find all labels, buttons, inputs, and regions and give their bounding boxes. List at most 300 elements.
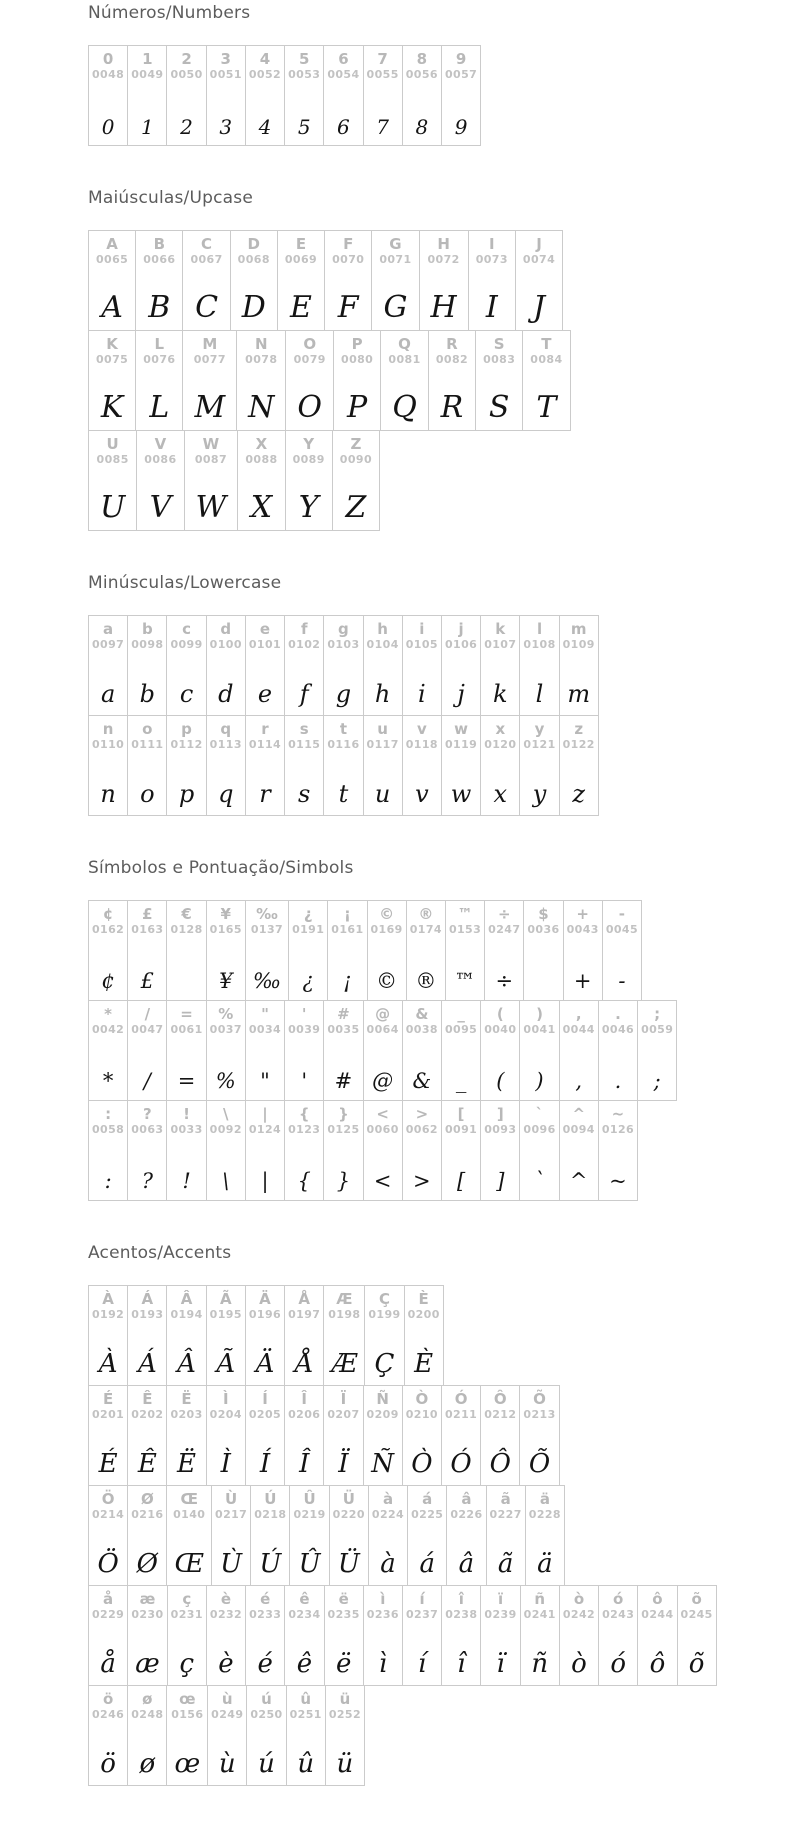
- cell-character-label: Ñ: [376, 1390, 389, 1408]
- cell-glyph: `: [534, 1169, 545, 1194]
- glyph-cell-0196: [246, 1286, 285, 1385]
- glyph-cell-0047: [128, 1001, 167, 1100]
- cell-character-label: K: [106, 335, 118, 353]
- cell-glyph: Ê: [137, 1448, 157, 1479]
- cell-glyph: ù: [218, 1748, 236, 1779]
- cell-glyph: ì: [378, 1648, 388, 1679]
- glyph-cell-0106: [442, 616, 481, 715]
- cell-character-label: %: [218, 1005, 234, 1023]
- glyph-cell-0247: [485, 901, 524, 1000]
- cell-glyph: b: [139, 680, 156, 709]
- cell-character-label: w: [454, 720, 468, 738]
- glyph-cell-0201: [89, 1386, 128, 1485]
- cell-character-label: ä: [539, 1490, 550, 1508]
- section-upcase: [88, 188, 790, 531]
- cell-glyph: Œ: [174, 1548, 205, 1579]
- cell-character-label: j: [458, 620, 464, 638]
- cell-glyph: T: [536, 390, 557, 425]
- cell-glyph: p: [178, 780, 195, 809]
- cell-glyph: C: [195, 290, 219, 325]
- glyph-cell-0193: [128, 1286, 167, 1385]
- cell-code-label: 0076: [143, 352, 176, 366]
- cell-code-label: 0093: [484, 1122, 517, 1136]
- cell-glyph: Ï: [338, 1448, 349, 1479]
- cell-code-label: 0207: [327, 1407, 360, 1421]
- cell-code-label: 0246: [92, 1707, 125, 1721]
- cell-code-label: 0112: [170, 737, 203, 751]
- cell-code-label: 0249: [211, 1707, 244, 1721]
- glyph-cell-0096: [520, 1101, 559, 1200]
- glyph-cell-0174: [407, 901, 446, 1000]
- glyph-cell-0094: [560, 1101, 599, 1200]
- cell-character-label: ù: [221, 1690, 233, 1708]
- cell-code-label: 0056: [405, 67, 438, 81]
- cell-character-label: a: [103, 620, 114, 638]
- glyph-cell-0062: [403, 1101, 442, 1200]
- cell-glyph: Ô: [489, 1448, 511, 1479]
- cell-glyph: k: [493, 680, 508, 709]
- glyph-cell-0056: [403, 46, 442, 145]
- cell-character-label: @: [375, 1005, 391, 1023]
- cell-glyph: a: [100, 680, 116, 709]
- cell-glyph: .: [614, 1069, 622, 1094]
- glyph-row: [88, 1385, 560, 1486]
- glyph-cell-0206: [285, 1386, 324, 1485]
- section-title-symbols: Símbolos e Pontuação/Simbols: [88, 858, 354, 878]
- cell-character-label: ;: [654, 1005, 661, 1023]
- cell-code-label: 0061: [170, 1022, 203, 1036]
- glyph-cell-0248: [128, 1686, 167, 1785]
- glyph-cell-0198: [324, 1286, 365, 1385]
- cell-code-label: 0124: [248, 1122, 282, 1136]
- cell-code-label: 0113: [209, 737, 242, 751]
- cell-code-label: 0046: [601, 1022, 635, 1036]
- cell-character-label: [: [457, 1105, 465, 1123]
- cell-glyph: û: [297, 1748, 315, 1779]
- glyph-row: [88, 230, 563, 331]
- glyph-row: [88, 1585, 717, 1686]
- cell-glyph: Ú: [259, 1548, 282, 1579]
- cell-glyph: i: [418, 680, 426, 709]
- cell-character-label: }: [338, 1105, 349, 1123]
- cell-code-label: 0087: [194, 452, 228, 466]
- glyph-cell-0088: [238, 431, 285, 530]
- cell-character-label: k: [495, 620, 506, 638]
- cell-glyph: _: [455, 1069, 467, 1094]
- cell-character-label: :: [105, 1105, 112, 1123]
- cell-code-label: 0038: [405, 1022, 438, 1036]
- cell-glyph: W: [195, 490, 227, 525]
- cell-code-label: 0094: [562, 1122, 595, 1136]
- glyph-cell-0049: [128, 46, 167, 145]
- cell-glyph: <: [373, 1169, 392, 1194]
- cell-code-label: 0111: [131, 737, 164, 751]
- cell-character-label: Õ: [533, 1390, 546, 1408]
- glyph-cell-0227: [487, 1486, 526, 1585]
- cell-character-label: ô: [652, 1590, 663, 1608]
- cell-code-label: 0196: [248, 1307, 282, 1321]
- cell-glyph: u: [374, 780, 391, 809]
- cell-character-label: #: [337, 1005, 350, 1023]
- cell-character-label: ö: [102, 1690, 114, 1708]
- cell-code-label: 0119: [444, 737, 478, 751]
- glyph-cell-0120: [481, 716, 520, 815]
- cell-glyph: E: [290, 290, 312, 325]
- glyph-cell-0059: [638, 1001, 676, 1100]
- cell-glyph: í: [417, 1648, 427, 1679]
- cell-glyph: N: [248, 390, 275, 425]
- cell-code-label: 0105: [405, 637, 438, 651]
- glyph-cell-0252: [326, 1686, 364, 1785]
- cell-glyph: X: [250, 490, 273, 525]
- cell-glyph: ?: [141, 1169, 153, 1194]
- cell-code-label: 0064: [366, 1022, 399, 1036]
- cell-code-label: 0203: [170, 1407, 203, 1421]
- cell-glyph: &: [412, 1069, 432, 1094]
- cell-glyph: r: [259, 780, 271, 809]
- cell-code-label: 0115: [288, 737, 321, 751]
- glyph-row: [88, 1685, 365, 1786]
- cell-character-label: Á: [141, 1290, 154, 1308]
- cell-glyph: å: [100, 1648, 116, 1679]
- cell-character-label: Ï: [340, 1390, 347, 1408]
- cell-glyph: d: [218, 680, 234, 709]
- cell-code-label: 0194: [170, 1307, 203, 1321]
- cell-code-label: 0126: [601, 1122, 635, 1136]
- cell-code-label: 0122: [562, 737, 595, 751]
- cell-character-label: Ë: [181, 1390, 192, 1408]
- cell-code-label: 0103: [327, 637, 360, 651]
- cell-character-label: Ü: [342, 1490, 355, 1508]
- cell-glyph: á: [419, 1548, 435, 1579]
- cell-character-label: c: [182, 620, 191, 638]
- glyph-cell-0128: [167, 901, 206, 1000]
- section-symbols: [88, 858, 790, 1201]
- cell-glyph: ©: [376, 969, 398, 994]
- cell-glyph: A: [101, 290, 123, 325]
- cell-glyph: c: [179, 680, 194, 709]
- cell-character-label: £: [142, 905, 153, 923]
- glyph-cell-0219: [290, 1486, 329, 1585]
- cell-glyph: 3: [219, 115, 233, 139]
- glyph-cell-0070: [325, 231, 372, 330]
- section-lowercase: [88, 573, 790, 816]
- cell-code-label: 0041: [523, 1022, 556, 1036]
- cell-character-label: ©: [379, 905, 395, 923]
- glyph-cell-0082: [429, 331, 476, 430]
- cell-code-label: 0050: [170, 67, 203, 81]
- glyph-cell-0241: [521, 1586, 560, 1685]
- glyph-cell-0226: [447, 1486, 486, 1585]
- glyph-cell-0048: [89, 46, 128, 145]
- cell-character-label: p: [181, 720, 192, 738]
- cell-glyph: ^: [569, 1169, 588, 1194]
- cell-character-label: ú: [261, 1690, 272, 1708]
- cell-glyph: ]: [496, 1169, 505, 1194]
- glyph-cell-0093: [481, 1101, 520, 1200]
- cell-glyph: -: [618, 969, 626, 994]
- cell-code-label: 0080: [341, 352, 374, 366]
- cell-code-label: 0235: [327, 1607, 360, 1621]
- section-title-upcase: Maiúsculas/Upcase: [88, 188, 253, 208]
- cell-code-label: 0100: [209, 637, 242, 651]
- glyph-cell-0125: [324, 1101, 363, 1200]
- section-title-lowercase: Minúsculas/Lowercase: [88, 573, 282, 593]
- cell-glyph: 8: [415, 115, 429, 139]
- cell-glyph: ¥: [219, 969, 233, 994]
- cell-character-label: R: [446, 335, 458, 353]
- cell-character-label: é: [260, 1590, 271, 1608]
- cell-code-label: 0228: [528, 1507, 561, 1521]
- section-accents: [88, 1243, 790, 1786]
- cell-character-label: ã: [500, 1490, 511, 1508]
- cell-character-label: í: [419, 1590, 425, 1608]
- cell-character-label: N: [255, 335, 268, 353]
- cell-code-label: 0075: [96, 352, 129, 366]
- cell-code-label: 0033: [170, 1122, 203, 1136]
- cell-character-label: æ: [139, 1590, 156, 1608]
- cell-character-label: ñ: [534, 1590, 546, 1608]
- cell-character-label: ü: [339, 1690, 351, 1708]
- cell-character-label: e: [259, 620, 271, 638]
- cell-glyph: n: [100, 780, 116, 809]
- glyph-cell-0104: [364, 616, 403, 715]
- cell-character-label: 1: [142, 50, 153, 68]
- glyph-cell-0108: [520, 616, 559, 715]
- cell-code-label: 0048: [92, 67, 125, 81]
- cell-glyph: î: [457, 1648, 466, 1679]
- cell-glyph: Æ: [331, 1348, 358, 1379]
- cell-character-label: /: [144, 1005, 151, 1023]
- cell-code-label: 0156: [171, 1707, 204, 1721]
- cell-character-label: Å: [298, 1290, 310, 1308]
- cell-code-label: 0099: [170, 637, 203, 651]
- cell-character-label: À: [102, 1290, 114, 1308]
- cell-character-label: õ: [691, 1590, 702, 1608]
- glyph-cell-0217: [212, 1486, 251, 1585]
- cell-glyph: K: [100, 390, 124, 425]
- cell-glyph: ‰: [252, 969, 282, 994]
- glyph-cell-0095: [442, 1001, 481, 1100]
- cell-glyph: =: [177, 1069, 196, 1094]
- cell-character-label: Ì: [222, 1390, 229, 1408]
- cell-code-label: 0225: [411, 1507, 444, 1521]
- cell-code-label: 0140: [173, 1507, 206, 1521]
- cell-glyph: F: [337, 290, 359, 325]
- cell-glyph: ü: [336, 1748, 354, 1779]
- glyph-cell-0102: [285, 616, 324, 715]
- cell-character-label: $: [538, 905, 549, 923]
- cell-character-label: Z: [350, 435, 362, 453]
- cell-glyph: Ò: [411, 1448, 433, 1479]
- glyph-cell-0083: [476, 331, 523, 430]
- cell-code-label: 0209: [366, 1407, 399, 1421]
- cell-glyph: /: [143, 1069, 151, 1094]
- glyph-cell-0117: [364, 716, 403, 815]
- cell-code-label: 0079: [293, 352, 326, 366]
- cell-glyph: Ì: [220, 1448, 231, 1479]
- cell-character-label: ¢: [102, 905, 114, 923]
- cell-glyph: 5: [297, 115, 311, 139]
- cell-character-label: ï: [497, 1590, 504, 1608]
- cell-glyph: z: [572, 780, 586, 809]
- glyph-cell-0218: [251, 1486, 290, 1585]
- cell-glyph: 1: [140, 115, 154, 139]
- cell-code-label: 0244: [641, 1607, 674, 1621]
- cell-code-label: 0036: [527, 922, 560, 936]
- glyph-cell-0213: [520, 1386, 558, 1485]
- cell-character-label: >: [415, 1105, 429, 1123]
- glyph-cell-0249: [208, 1686, 247, 1785]
- cell-code-label: 0086: [144, 452, 177, 466]
- cell-glyph: ê: [296, 1648, 313, 1679]
- cell-character-label: V: [154, 435, 167, 453]
- cell-glyph: x: [493, 780, 508, 809]
- cell-character-label: Ö: [101, 1490, 115, 1508]
- glyph-cell-0161: [328, 901, 367, 1000]
- cell-character-label: œ: [179, 1690, 196, 1708]
- cell-character-label: Y: [303, 435, 315, 453]
- cell-glyph: ÷: [495, 969, 514, 994]
- cell-character-label: r: [261, 720, 269, 738]
- glyph-cell-0119: [442, 716, 481, 815]
- cell-code-label: 0055: [366, 67, 399, 81]
- cell-code-label: 0219: [293, 1507, 326, 1521]
- cell-glyph: V: [149, 490, 172, 525]
- cell-character-label: ó: [613, 1590, 624, 1608]
- glyph-cell-0055: [364, 46, 403, 145]
- cell-code-label: 0039: [288, 1022, 321, 1036]
- cell-glyph: \: [222, 1169, 230, 1194]
- cell-code-label: 0250: [250, 1707, 283, 1721]
- cell-character-label: C: [201, 235, 213, 253]
- cell-code-label: 0232: [209, 1607, 243, 1621]
- cell-character-label: H: [437, 235, 450, 253]
- cell-code-label: 0088: [245, 452, 278, 466]
- cell-character-label: I: [489, 235, 495, 253]
- cell-code-label: 0104: [366, 637, 399, 651]
- glyph-cell-0250: [247, 1686, 286, 1785]
- cell-code-label: 0084: [530, 352, 563, 366]
- glyph-cell-0194: [167, 1286, 206, 1385]
- section-title-numbers: Números/Numbers: [88, 3, 251, 23]
- cell-glyph: ë: [335, 1648, 352, 1679]
- cell-glyph: t: [338, 780, 349, 809]
- cell-character-label: B: [153, 235, 166, 253]
- cell-character-label: S: [493, 335, 505, 353]
- cell-glyph: ñ: [531, 1648, 549, 1679]
- glyph-cell-0045: [603, 901, 641, 1000]
- glyph-cell-0054: [324, 46, 363, 145]
- cell-character-label: A: [106, 235, 118, 253]
- cell-code-label: 0107: [484, 637, 517, 651]
- glyph-cell-0087: [185, 431, 239, 530]
- glyph-cell-0211: [442, 1386, 481, 1485]
- cell-character-label: ~: [611, 1105, 625, 1123]
- cell-code-label: 0210: [405, 1407, 438, 1421]
- glyph-sections: [88, 3, 790, 1786]
- cell-glyph: e: [257, 680, 273, 709]
- cell-code-label: 0059: [641, 1022, 674, 1036]
- cell-glyph: ¢: [101, 969, 115, 994]
- glyph-cell-0068: [231, 231, 278, 330]
- cell-glyph: }: [336, 1169, 351, 1194]
- glyph-cell-0238: [442, 1586, 481, 1685]
- cell-code-label: 0089: [292, 452, 325, 466]
- cell-character-label: D: [247, 235, 260, 253]
- cell-character-label: +: [576, 905, 589, 923]
- glyph-cell-0078: [237, 331, 286, 430]
- cell-character-label: &: [415, 1005, 429, 1023]
- glyph-cell-0243: [599, 1586, 638, 1685]
- cell-glyph: +: [573, 969, 592, 994]
- cell-glyph: h: [374, 680, 391, 709]
- glyph-cell-0080: [334, 331, 381, 430]
- cell-code-label: 0052: [248, 67, 282, 81]
- glyph-cell-0233: [246, 1586, 285, 1685]
- glyph-cell-0037: [207, 1001, 246, 1100]
- cell-code-label: 0230: [131, 1607, 164, 1621]
- glyph-cell-0103: [324, 616, 363, 715]
- cell-code-label: 0199: [368, 1307, 401, 1321]
- cell-code-label: 0161: [331, 922, 364, 936]
- glyph-cell-0050: [167, 46, 206, 145]
- cell-code-label: 0053: [288, 67, 321, 81]
- cell-glyph: é: [257, 1648, 273, 1679]
- glyph-cell-0123: [285, 1101, 324, 1200]
- cell-glyph: Ö: [97, 1548, 119, 1579]
- cell-code-label: 0238: [445, 1607, 478, 1621]
- glyph-cell-0052: [246, 46, 285, 145]
- cell-code-label: 0198: [328, 1307, 361, 1321]
- glyph-cell-0079: [286, 331, 334, 430]
- cell-character-label: m: [570, 620, 587, 638]
- cell-glyph: Ã: [216, 1348, 236, 1379]
- glyph-cell-0084: [523, 331, 569, 430]
- glyph-cell-0043: [564, 901, 603, 1000]
- glyph-cell-0245: [678, 1586, 716, 1685]
- cell-character-label: =: [180, 1005, 193, 1023]
- cell-code-label: 0097: [92, 637, 125, 651]
- glyph-cell-0205: [246, 1386, 285, 1485]
- cell-glyph: ": [260, 1069, 270, 1094]
- cell-glyph: ó: [610, 1648, 627, 1679]
- cell-character-label: €: [181, 905, 192, 923]
- cell-character-label: ø: [142, 1690, 153, 1708]
- cell-glyph: M: [194, 390, 226, 425]
- cell-character-label: t: [339, 720, 347, 738]
- cell-code-label: 0163: [131, 922, 164, 936]
- cell-glyph: D: [241, 290, 266, 325]
- glyph-cell-0113: [207, 716, 246, 815]
- cell-code-label: 0191: [292, 922, 325, 936]
- glyph-cell-0107: [481, 616, 520, 715]
- glyph-cell-0086: [137, 431, 184, 530]
- cell-glyph: 9: [454, 115, 468, 139]
- glyph-row: [88, 715, 599, 816]
- glyph-row: [88, 1285, 444, 1386]
- cell-character-label: ì: [380, 1590, 386, 1608]
- glyph-cell-0060: [364, 1101, 403, 1200]
- cell-character-label: P: [351, 335, 363, 353]
- cell-glyph: y: [532, 780, 547, 809]
- cell-code-label: 0128: [170, 922, 203, 936]
- cell-glyph: w: [450, 780, 472, 809]
- glyph-cell-0071: [372, 231, 419, 330]
- cell-character-label: Q: [398, 335, 411, 353]
- cell-code-label: 0251: [289, 1707, 322, 1721]
- cell-character-label: 0: [102, 50, 114, 68]
